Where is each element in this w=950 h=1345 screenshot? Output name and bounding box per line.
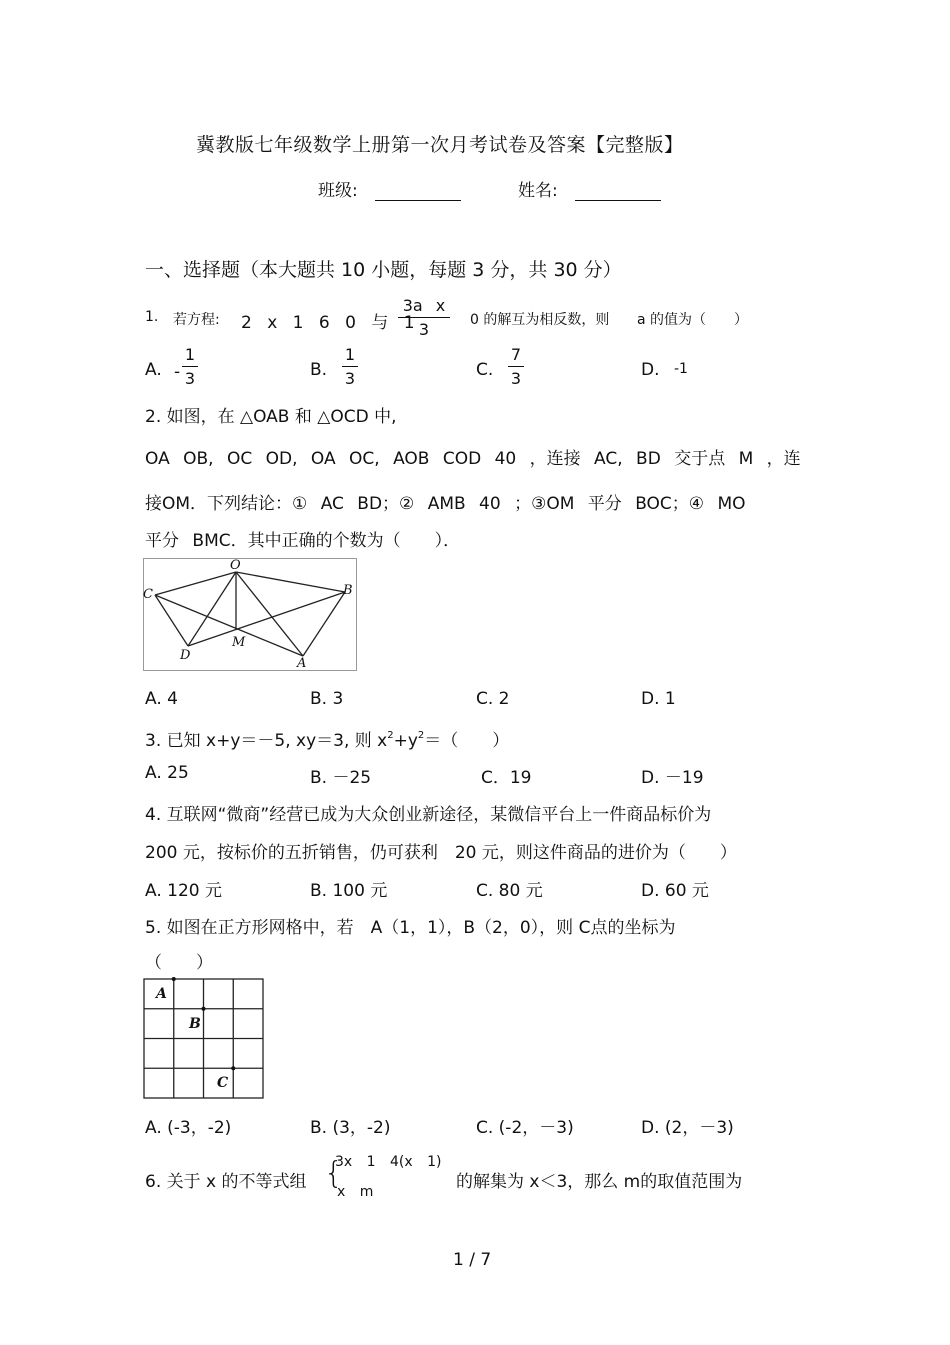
page-number: 1 / 7	[453, 1250, 492, 1270]
q2-option-b: B. 3	[310, 689, 344, 709]
q1-frac-den: 3	[418, 320, 430, 339]
fraction-bar	[508, 366, 524, 367]
q2-figure	[143, 558, 358, 671]
q1-option-c-label: C.	[476, 360, 494, 380]
q2-option-d: D. 1	[641, 689, 676, 709]
q1-b-num: 1	[344, 345, 356, 364]
q4-line2: 200 元，按标价的五折销售，仍可获利 20 元，则这件商品的进价为（ ）	[145, 843, 737, 863]
q3-post: ＝（ ）	[424, 731, 510, 751]
q2-option-a: A. 4	[145, 689, 178, 709]
q3-exp-1: 2	[387, 730, 394, 741]
q3-option-a: A. 25	[145, 763, 189, 783]
q3-option-b: B. －25	[310, 768, 372, 788]
figure-lines	[155, 572, 345, 656]
point-label-d: D	[180, 648, 191, 663]
q1-prefix: 若方程:	[173, 312, 220, 328]
fraction-bar	[342, 366, 358, 367]
q5-grid-figure	[143, 975, 265, 1101]
q5-line2: （ ）	[145, 953, 213, 973]
q4-option-c: C. 80 元	[476, 881, 543, 901]
q3-exp-2: 2	[417, 730, 425, 741]
q1-c-num: 7	[510, 345, 522, 364]
q1-option-a-sign: -	[174, 362, 181, 382]
q4-line1: 4. 互联网“微商”经营已成为大众创业新途径，某微信平台上一件商品标价为	[145, 805, 712, 825]
q1-c-den: 3	[510, 369, 522, 388]
class-field	[318, 176, 461, 201]
q1-tail: a 的值为（ ）	[637, 312, 749, 328]
q1-a-num: 1	[184, 345, 196, 364]
point-label-b: B	[343, 583, 353, 598]
q6-row2: x m	[337, 1184, 374, 1200]
grid-label-a: A	[156, 986, 167, 1002]
q2-line1: 2. 如图，在 △OAB 和 △OCD 中,	[145, 407, 397, 427]
q2-line2: OA OB, OC OD, OA OC, AOB COD 40 ，连接 AC, BD 交于点 M ，连	[145, 449, 801, 469]
name-blank	[575, 182, 661, 201]
q5-line1: 5. 如图在正方形网格中，若 A（1，1），B（2，0），则 C点的坐标为	[145, 918, 676, 938]
q5-option-b: B. (3，-2)	[310, 1118, 391, 1138]
q3-pre: 3. 已知 x+y＝－5, xy＝3, 则 x	[145, 731, 388, 751]
q1-option-d-text: -1	[674, 361, 688, 377]
name-label: 姓名:	[518, 181, 558, 201]
q1-option-c-fraction	[508, 345, 524, 388]
q6-row1: 3x 1 4(x 1)	[335, 1154, 442, 1170]
q2-line4: 平分 BMC．其中正确的个数为（ ）．	[145, 531, 461, 551]
q1-b-den: 3	[344, 369, 356, 388]
q1-option-b-label: B.	[310, 360, 328, 380]
q1-option-a-fraction	[182, 345, 198, 388]
q3-option-c: C．19	[481, 768, 532, 788]
class-blank	[375, 182, 461, 201]
q1-post: 0 的解互为相反数，则	[470, 312, 610, 328]
fraction-bar	[398, 317, 450, 318]
q5-option-d: D. (2，－3)	[641, 1118, 734, 1138]
q1-option-b-fraction	[342, 345, 358, 388]
point-label-a: A	[297, 656, 307, 671]
q1-equation: 2 x 1 6 0 与 1	[241, 313, 415, 333]
q6-post: 的解集为 x＜3，那么 m的取值范围为	[456, 1172, 743, 1192]
q5-option-c: C. (-2，－3)	[476, 1118, 574, 1138]
q4-option-b: B. 100 元	[310, 881, 388, 901]
point-label-c: C	[143, 587, 153, 602]
section-heading: 一、选择题（本大题共 10 小题，每题 3 分，共 30 分）	[145, 259, 622, 281]
q1-a-den: 3	[184, 369, 196, 388]
q6-brace: {	[324, 1156, 344, 1191]
q2-option-c: C. 2	[476, 689, 510, 709]
q1-option-d-label: D.	[641, 360, 660, 380]
q3-question	[145, 726, 509, 751]
point-label-m: M	[232, 635, 246, 650]
q5-option-a: A. (-3，-2)	[145, 1118, 232, 1138]
point-label-o: O	[230, 558, 241, 573]
q3-option-d: D. －19	[641, 768, 704, 788]
q4-option-a: A. 120 元	[145, 881, 222, 901]
fraction-bar	[182, 366, 198, 367]
name-field	[518, 176, 661, 201]
q1-frac-num: 3a x	[402, 296, 446, 315]
grid-label-c: C	[217, 1075, 229, 1091]
document-title: 冀教版七年级数学上册第一次月考试卷及答案【完整版】	[196, 134, 684, 156]
figure-frame	[144, 559, 357, 671]
q1-option-a-label: A.	[145, 360, 162, 380]
q4-option-d: D. 60 元	[641, 881, 709, 901]
q1-fraction	[398, 296, 450, 339]
q6-prefix: 6. 关于 x 的不等式组	[145, 1172, 307, 1192]
grid-label-b: B	[189, 1016, 201, 1032]
q1-number: 1.	[145, 309, 159, 325]
class-label: 班级:	[318, 181, 358, 201]
q3-mid: +y	[393, 731, 418, 751]
q2-line3: 接OM．下列结论：① AC BD；② AMB 40 ；③OM 平分 BOC；④ MO	[145, 494, 746, 514]
